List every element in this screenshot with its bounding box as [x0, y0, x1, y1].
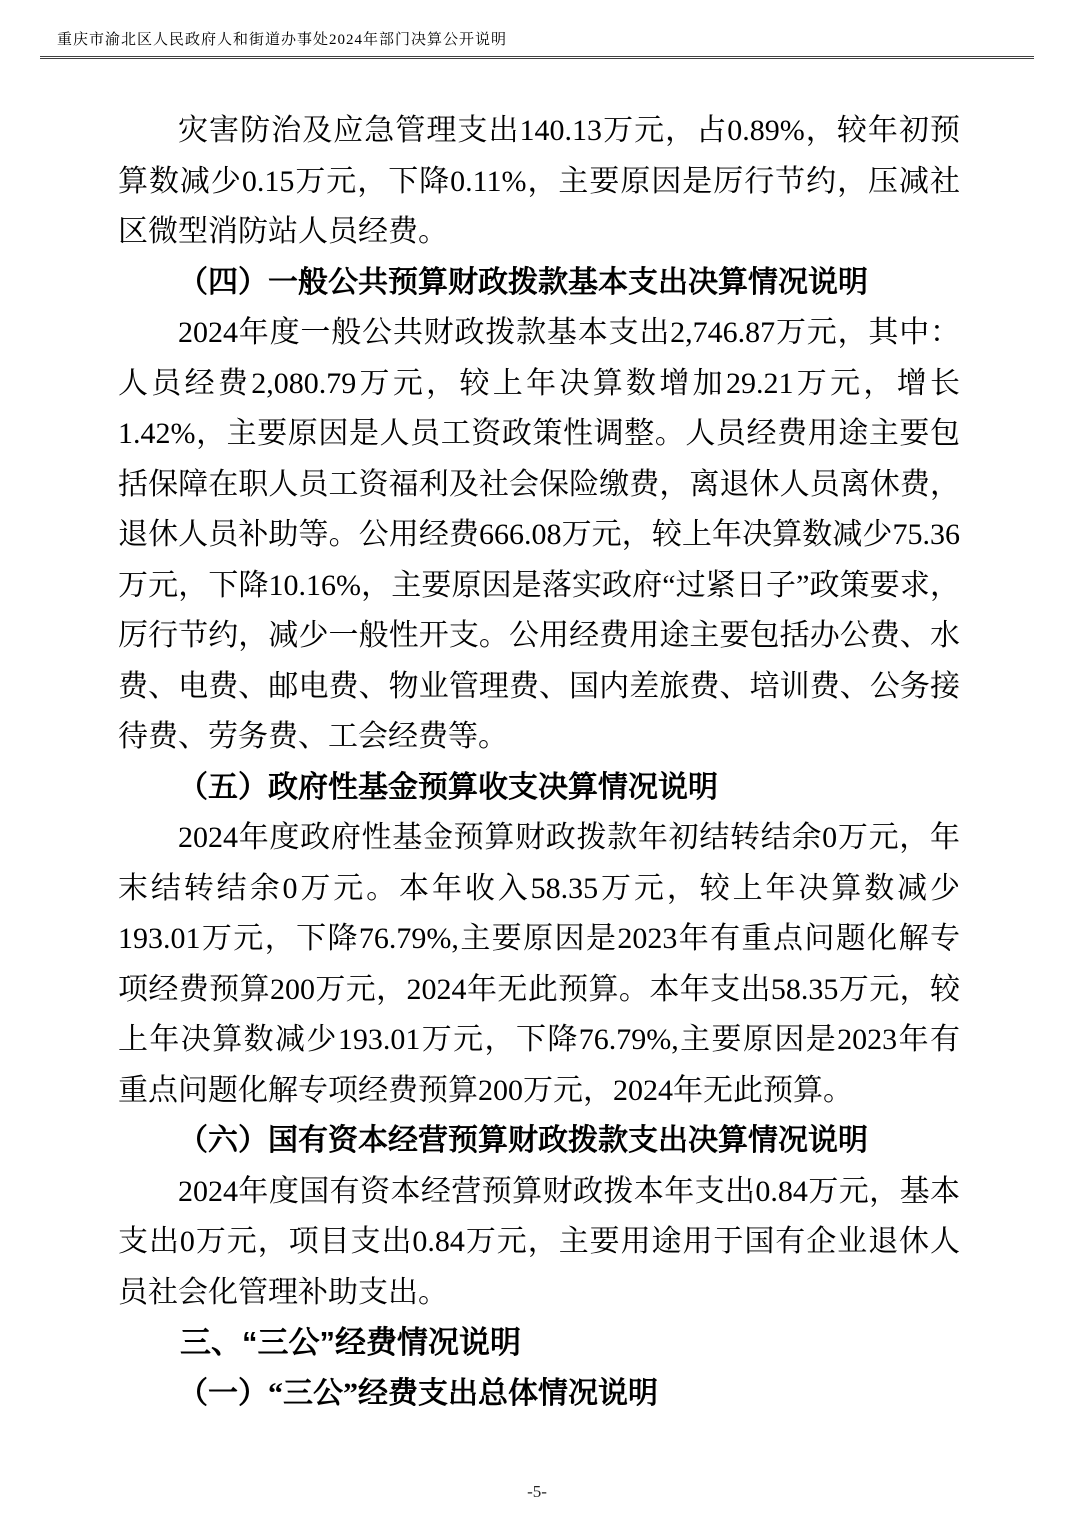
document-body [118, 106, 960, 1419]
section-heading: （五）政府性基金预算收支决算情况说明 [178, 770, 718, 804]
page-number: -5- [527, 1482, 547, 1501]
section-heading: 三、“三公”经费情况说明 [180, 1325, 521, 1360]
paragraph: 灾害防治及应急管理支出140.13万元，占0.89%，较年初预算数减少0.15万元，下降0.11%，主要原因是厉行节约，压减社区微型消防站人员经费。 [118, 114, 960, 248]
paragraph: 2024年度一般公共财政拨款基本支出2,746.87万元，其中：人员经费2,080.79万元，较上年决算数增加29.21万元，增长1.42%，主要原因是人员工资政策性调整。人员经费用途主要包括保障在职人员工资福利及社会保险缴费，离退休人员离休费，退休人员补助等。公用经费666.08万元，较上年决算数减少75.36万元，下降10.16%，主要原因是落实政府“过紧日子”政策要求，厉行节约，减少一般性开支。公用经费用途主要包括办公费、水费、电费、邮电费、物业管理费、国内差旅费、培训费、公务接待费、劳务费、工会经费等。 [118, 316, 960, 753]
header-title: 重庆市渝北区人民政府人和街道办事处2024年部门决算公开说明 [57, 32, 508, 48]
section-heading: （六）国有资本经营预算财政拨款支出决算情况说明 [178, 1124, 868, 1157]
paragraph: 2024年度国有资本经营预算财政拨本年支出0.84万元，基本支出0万元，项目支出0.84万元，主要用途用于国有企业退休人员社会化管理补助支出。 [118, 1174, 960, 1309]
paragraph: 2024年度政府性基金预算财政拨款年初结转结余0万元，年末结转结余0万元。本年收入58.35万元，较上年决算数减少193.01万元，下降76.79%,主要原因是2023年有重点问题化解专项经费预算200万元，2024年无此预算。本年支出58.35万元，较上年决算数减少193.01万元，下降76.79%,主要原因是2023年有重点问题化解专项经费预算200万元，2024年无此预算。 [118, 821, 960, 1107]
section-heading: （一）“三公”经费支出总体情况说明 [178, 1376, 658, 1410]
section-heading: （四）一般公共预算财政拨款基本支出决算情况说明 [178, 265, 868, 299]
page-footer [0, 1482, 1074, 1502]
page-header [40, 28, 1034, 59]
